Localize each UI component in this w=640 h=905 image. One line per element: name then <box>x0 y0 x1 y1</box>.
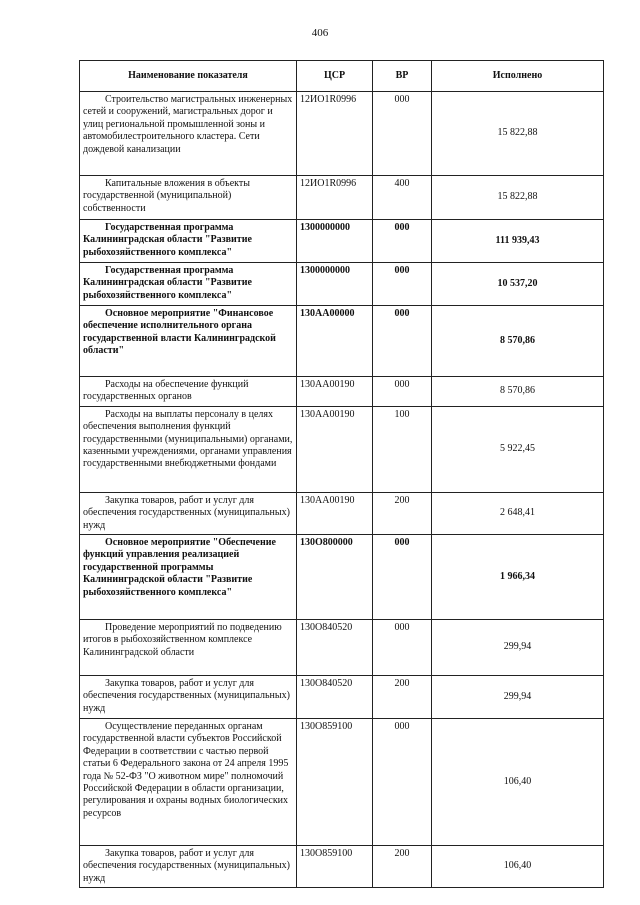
row-executed: 106,40 <box>432 719 604 846</box>
row-vr: 000 <box>373 263 432 306</box>
row-executed: 2 648,41 <box>432 492 604 534</box>
header-csr: ЦСР <box>297 61 373 92</box>
row-vr: 000 <box>373 220 432 263</box>
row-vr: 000 <box>373 719 432 846</box>
row-vr: 200 <box>373 492 432 534</box>
row-executed: 8 570,86 <box>432 306 604 377</box>
row-vr: 400 <box>373 176 432 220</box>
table-row <box>80 406 604 492</box>
table-row <box>80 176 604 220</box>
row-executed: 15 822,88 <box>432 176 604 220</box>
row-executed: 1 966,34 <box>432 535 604 620</box>
row-name: Основное мероприятие "Финансовое обеспечение исполнительного органа государственной власти Калининградской области" <box>80 306 297 377</box>
header-executed: Исполнено <box>432 61 604 92</box>
table-row <box>80 92 604 176</box>
row-executed: 299,94 <box>432 620 604 676</box>
row-name: Расходы на выплаты персоналу в целях обеспечения выполнения функций государственными (муниципальными) органами, казенными учреждениями, органами управления государственными внебюджетными фондами <box>80 406 297 492</box>
row-vr: 000 <box>373 620 432 676</box>
table-row <box>80 492 604 534</box>
row-name: Закупка товаров, работ и услуг для обеспечения государственных (муниципальных) нужд <box>80 846 297 888</box>
table-row <box>80 676 604 719</box>
table-row <box>80 220 604 263</box>
row-vr: 200 <box>373 676 432 719</box>
row-csr: 12ИО1R0996 <box>297 92 373 176</box>
table-row <box>80 846 604 888</box>
row-csr: 130О840520 <box>297 676 373 719</box>
row-name: Государственная программа Калининградская области "Развитие рыбохозяйственного комплекса" <box>80 220 297 263</box>
row-vr: 000 <box>373 377 432 407</box>
row-executed: 10 537,20 <box>432 263 604 306</box>
row-name: Государственная программа Калининградская области "Развитие рыбохозяйственного комплекса" <box>80 263 297 306</box>
row-csr: 1300000000 <box>297 263 373 306</box>
table-row <box>80 620 604 676</box>
row-csr: 130АА00000 <box>297 306 373 377</box>
row-name: Проведение мероприятий по подведению итогов в рыбохозяйственном комплексе Калининградской области <box>80 620 297 676</box>
row-name: Осуществление переданных органам государственной власти субъектов Российской Федерации в соответствии с частью первой статьи 6 Федерального закона от 24 апреля 1995 года № 52-ФЗ "О животном мире" полномочий Российской Федерации в области организации, регулирования и охраны водных биологических ресурсов <box>80 719 297 846</box>
table-row <box>80 535 604 620</box>
row-executed: 106,40 <box>432 846 604 888</box>
row-vr: 200 <box>373 846 432 888</box>
row-vr: 000 <box>373 306 432 377</box>
budget-table <box>79 60 604 888</box>
row-executed: 5 922,45 <box>432 406 604 492</box>
row-name: Расходы на обеспечение функций государственных органов <box>80 377 297 407</box>
row-executed: 15 822,88 <box>432 92 604 176</box>
row-csr: 130АА00190 <box>297 492 373 534</box>
row-csr: 130О840520 <box>297 620 373 676</box>
table-row <box>80 719 604 846</box>
row-executed: 8 570,86 <box>432 377 604 407</box>
row-vr: 000 <box>373 92 432 176</box>
table-row <box>80 263 604 306</box>
row-executed: 299,94 <box>432 676 604 719</box>
row-vr: 000 <box>373 535 432 620</box>
header-vr: ВР <box>373 61 432 92</box>
row-vr: 100 <box>373 406 432 492</box>
row-csr: 130О859100 <box>297 719 373 846</box>
row-name: Закупка товаров, работ и услуг для обеспечения государственных (муниципальных) нужд <box>80 676 297 719</box>
row-name: Закупка товаров, работ и услуг для обеспечения государственных (муниципальных) нужд <box>80 492 297 534</box>
row-executed: 111 939,43 <box>432 220 604 263</box>
row-csr: 12ИО1R0996 <box>297 176 373 220</box>
page-number: 406 <box>311 27 329 39</box>
row-name: Основное мероприятие "Обеспечение функций управления реализацией государственной программы Калининградской области "Развитие рыбохозяйственного комплекса" <box>80 535 297 620</box>
header-name: Наименование показателя <box>80 61 297 92</box>
row-csr: 130О800000 <box>297 535 373 620</box>
row-name: Капитальные вложения в объекты государственной (муниципальной) собственности <box>80 176 297 220</box>
table-row <box>80 306 604 377</box>
row-csr: 130О859100 <box>297 846 373 888</box>
row-csr: 1300000000 <box>297 220 373 263</box>
row-csr: 130АА00190 <box>297 406 373 492</box>
table-row <box>80 377 604 407</box>
row-csr: 130АА00190 <box>297 377 373 407</box>
row-name: Строительство магистральных инженерных сетей и сооружений, магистральных дорог и улиц региональной промышленной зоны и автомобилестроительного кластера. Сети дождевой канализации <box>80 92 297 176</box>
table-header-row <box>80 61 604 92</box>
